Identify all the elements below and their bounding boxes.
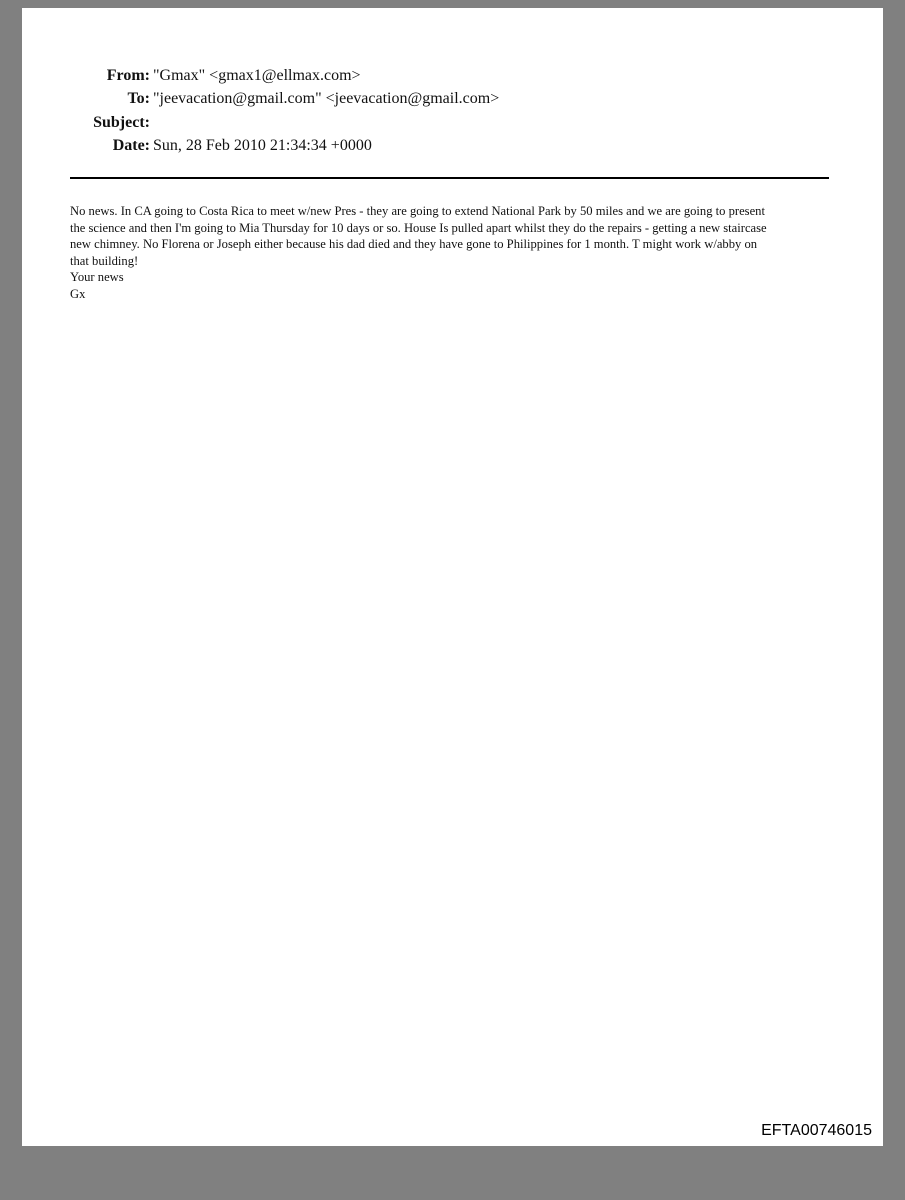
date-row bbox=[22, 134, 883, 157]
to-label: To: bbox=[127, 90, 150, 108]
from-row bbox=[22, 64, 883, 87]
date-label: Date: bbox=[112, 136, 150, 154]
body-line: No news. In CA going to Costa Rica to meet w/new Pres - they are going to extend National Park by 50 miles and we are going to present bbox=[70, 204, 765, 218]
body-line: the science and then I'm going to Mia Thursday for 10 days or so. House Is pulled apart whilst they do the repairs - getting a new staircase bbox=[70, 220, 767, 235]
signature: Gx bbox=[70, 286, 86, 301]
body-line: Your news bbox=[70, 270, 124, 285]
subject-label: Subject: bbox=[93, 113, 150, 131]
body-line: new chimney. No Florena or Joseph either because his dad died and they have gone to Philippines for 1 month. T might work w/abby on bbox=[70, 237, 758, 252]
document-page bbox=[22, 8, 883, 1146]
document-id: EFTA00746015 bbox=[761, 1122, 872, 1139]
body-line: that building! bbox=[70, 253, 139, 268]
email-header bbox=[22, 64, 883, 157]
to-value: "jeevacation@gmail.com" <jeevacation@gmail.com> bbox=[153, 90, 500, 108]
email-body bbox=[70, 203, 840, 303]
from-value: "Gmax" <gmax1@ellmax.com> bbox=[153, 67, 361, 84]
header-divider bbox=[70, 177, 829, 179]
subject-row bbox=[22, 111, 883, 134]
to-row bbox=[22, 87, 883, 110]
from-label: From: bbox=[106, 67, 150, 84]
date-value: Sun, 28 Feb 2010 21:34:34 +0000 bbox=[153, 136, 372, 154]
